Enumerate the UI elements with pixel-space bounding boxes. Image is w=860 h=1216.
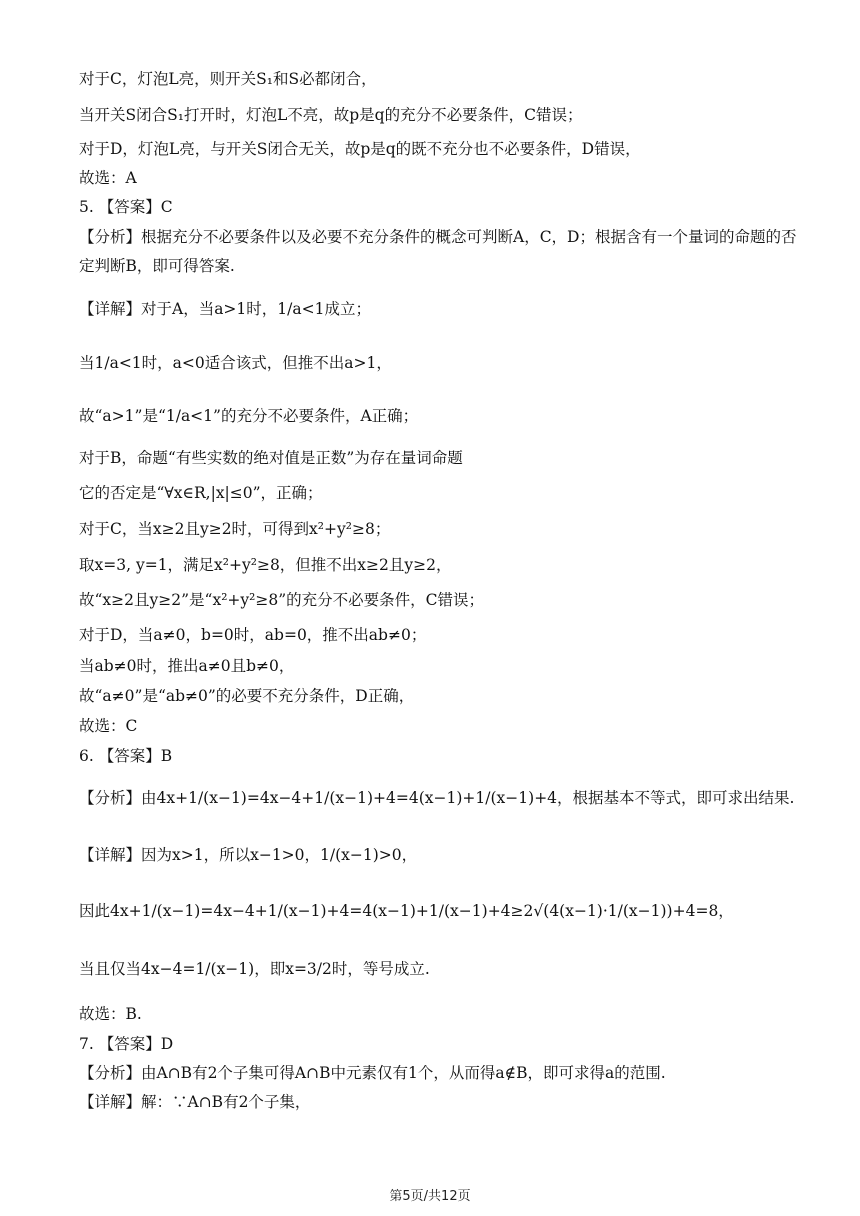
text-line: 当1/a<1时，a<0适合该式，但推不出a>1， (79, 354, 392, 372)
text-line: 故“x≥2且y≥2”是“x²+y²≥8”的充分不必要条件，C错误； (79, 591, 485, 609)
text-line: 故选：B. (79, 1005, 142, 1023)
text-line: 当ab≠0时，推出a≠0且b≠0， (79, 657, 295, 675)
text-line: 对于C，当x≥2且y≥2时，可得到x²+y²≥8； (79, 520, 391, 538)
text-line: 【分析】由A∩B有2个子集可得A∩B中元素仅有1个，从而得a∉B，即可求得a的范围. (79, 1064, 666, 1082)
text-line: 定判断B，即可得答案. (79, 257, 235, 275)
text-line: 【详解】解：∵A∩B有2个子集， (79, 1093, 311, 1111)
text-line: 因此4x+1/(x−1)=4x−4+1/(x−1)+4=4(x−1)+1/(x−1)+4≥2√(4(x−1)·1/(x−1))+4=8， (79, 902, 734, 920)
text-line: 对于D，当a≠0，b=0时，ab=0，推不出ab≠0； (79, 626, 427, 644)
page-number: 第5页/共12页 (389, 1189, 471, 1204)
text-line: 故选：A (79, 169, 137, 187)
text-line: 【分析】根据充分不必要条件以及必要不充分条件的概念可判断A，C，D；根据含有一个量词的命题的否 (79, 228, 797, 246)
answer-heading: 7. 【答案】D (79, 1035, 174, 1053)
text-line: 当开关S闭合S₁打开时，灯泡L不亮，故p是q的充分不必要条件，C错误； (79, 106, 583, 124)
text-line: 故“a≠0”是“ab≠0”的必要不充分条件，D正确， (79, 687, 415, 705)
text-line: 对于D，灯泡L亮，与开关S闭合无关，故p是q的既不充分也不必要条件，D错误， (79, 140, 641, 158)
text-line: 【详解】因为x>1，所以x−1>0，1/(x−1)>0， (79, 846, 418, 864)
text-line: 对于B，命题“有些实数的绝对值是正数”为存在量词命题 (79, 449, 463, 467)
text-line: 对于C，灯泡L亮，则开关S₁和S必都闭合， (79, 70, 377, 88)
answer-heading: 5. 【答案】C (79, 198, 173, 216)
text-line: 故选：C (79, 717, 138, 735)
text-line: 【详解】对于A，当a>1时，1/a<1成立； (79, 300, 371, 318)
answer-heading: 6. 【答案】B (79, 747, 173, 765)
text-line: 故“a>1”是“1/a<1”的充分不必要条件，A正确； (79, 407, 419, 425)
text-line: 【分析】由4x+1/(x−1)=4x−4+1/(x−1)+4=4(x−1)+1/(x−1)+4，根据基本不等式，即可求出结果. (79, 789, 795, 807)
text-line: 当且仅当4x−4=1/(x−1)，即x=3/2时，等号成立. (79, 960, 430, 978)
text-line: 取x=3, y=1，满足x²+y²≥8，但推不出x≥2且y≥2， (79, 556, 452, 574)
text-line: 它的否定是“∀x∈R,|x|≤0”，正确； (79, 484, 323, 502)
